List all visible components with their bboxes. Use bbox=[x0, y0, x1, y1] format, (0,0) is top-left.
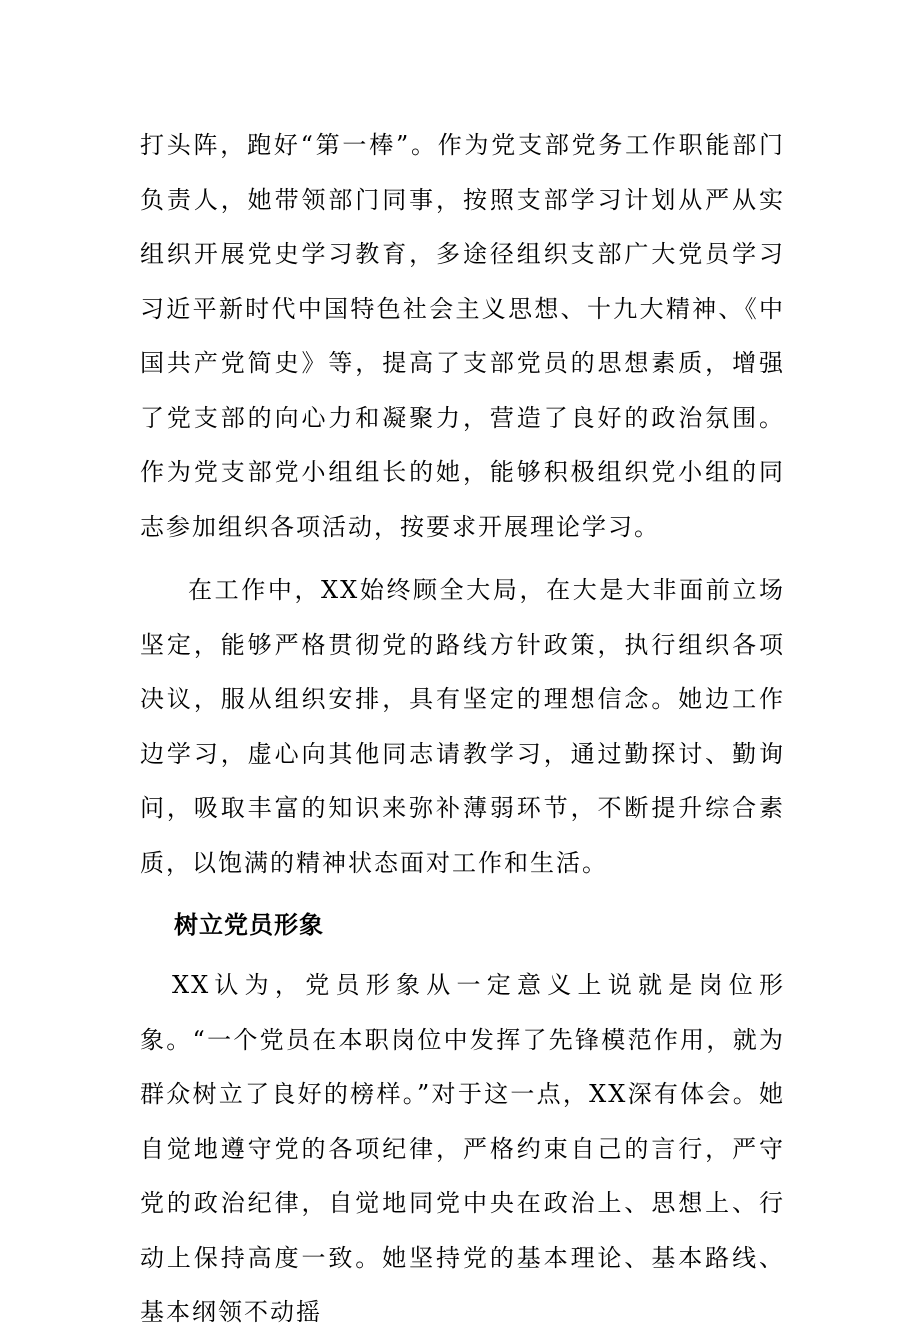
section-heading: 树立党员形象 bbox=[174, 911, 324, 939]
paragraph-3: XX认为，党员形象从一定意义上说就是岗位形象。“一个党员在本职岗位中发挥了先锋模范作用，就为群众树立了良好的榜样。”对于这一点，XX深有体会。她自觉地遵守党的各项纪律，严格约束自己的言行，严守党的政治纪律，自觉地同党中央在政治上、思想上、行动上保持高度一致。她坚持党的基本理论、基本路线、基本纲领不动摇 bbox=[140, 971, 785, 1326]
paragraph-2: 在工作中，XX始终顾全大局，在大是大非面前立场坚定，能够严格贯彻党的路线方针政策，执行组织各项决议，服从组织安排，具有坚定的理想信念。她边工作边学习，虚心向其他同志请教学习，通过勤探讨、勤询问，吸取丰富的知识来弥补薄弱环节，不断提升综合素质，以饱满的精神状态面对工作和生活。 bbox=[140, 576, 785, 877]
paragraph-1: 打头阵，跑好“第一棒”。作为党支部党务工作职能部门负责人，她带领部门同事，按照支部学习计划从严从实组织开展党史学习教育，多途径组织支部广大党员学习习近平新时代中国特色社会主义思想、十九大精神、《中国共产党简史》等，提高了支部党员的思想素质，增强了党支部的向心力和凝聚力，营造了良好的政治氛围。作为党支部党小组组长的她，能够积极组织党小组的同志参加组织各项活动，按要求开展理论学习。 bbox=[140, 131, 785, 541]
document-body bbox=[140, 118, 785, 1340]
